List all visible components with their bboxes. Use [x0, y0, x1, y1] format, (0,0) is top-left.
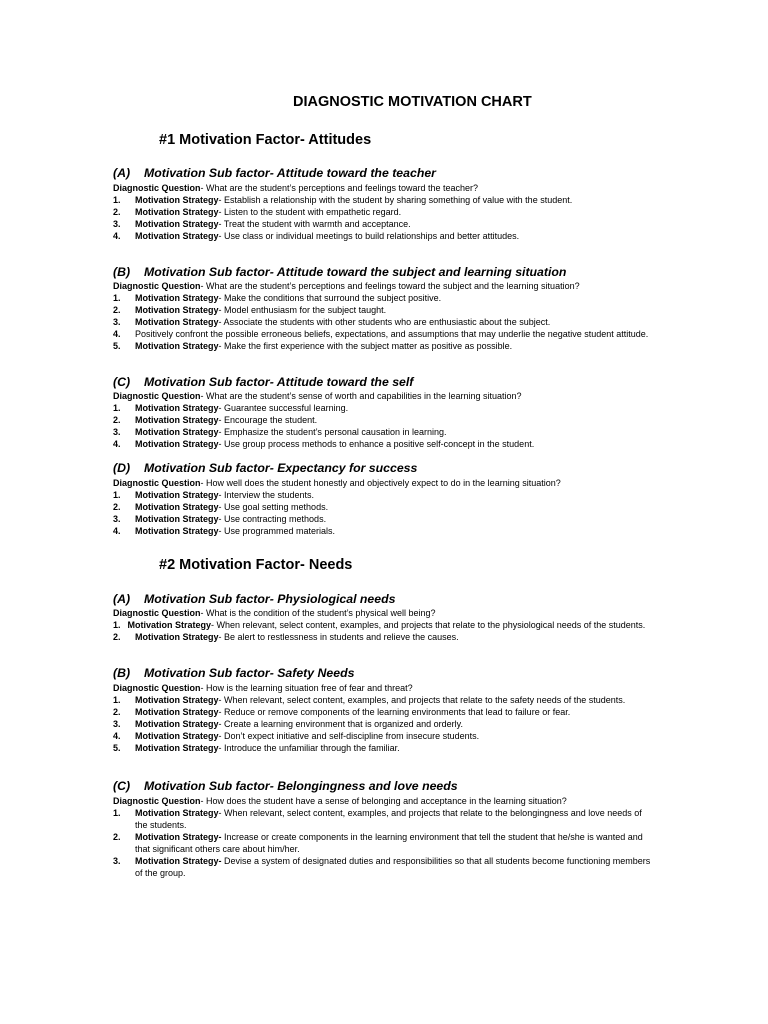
- strategy-text: - Use class or individual meetings to build relationships and better attitudes.: [218, 231, 520, 241]
- strategy-label: Motivation Strategy-: [135, 856, 222, 866]
- strategy-label: Motivation Strategy: [135, 195, 219, 205]
- strategy-label: Motivation Strategy: [135, 427, 219, 437]
- strategy-text: - Create a learning environment that is organized and orderly.: [218, 719, 463, 729]
- strategy-text: - Establish a relationship with the student by sharing something of value with the student.: [218, 195, 573, 205]
- strategy-item: [113, 438, 653, 450]
- item-number: 4.: [113, 731, 121, 741]
- question-text: - How is the learning situation free of fear and threat?: [200, 683, 413, 693]
- strategy-text: - Reduce or remove components of the learning environments that lead to failure or fear.: [218, 707, 571, 717]
- strategy-item: [113, 414, 653, 426]
- subfactor-label: (A): [113, 166, 131, 180]
- question-text: - How does the student have a sense of belonging and acceptance in the learning situation?: [200, 796, 567, 806]
- strategy-label: Motivation Strategy: [135, 490, 219, 500]
- item-number: 2.: [113, 707, 121, 717]
- subfactor-heading-expectancy: [113, 461, 417, 475]
- subfactor-label: (A): [113, 592, 131, 606]
- strategy-item: [113, 694, 653, 706]
- strategy-label: Motivation Strategy: [127, 620, 212, 630]
- strategy-item: [113, 742, 653, 754]
- strategy-item: [113, 194, 653, 206]
- item-number: 3.: [113, 317, 121, 327]
- item-number: 4.: [113, 231, 121, 241]
- subfactor-heading-self: [113, 375, 413, 389]
- strategy-label: Motivation Strategy: [135, 415, 219, 425]
- strategy-item: [113, 631, 653, 643]
- strategy-item: [113, 855, 653, 879]
- strategy-text: - Encourage the student.: [218, 415, 318, 425]
- factor-heading-needs: #2 Motivation Factor- Needs: [159, 557, 353, 573]
- subfactor-title: Motivation Sub factor- Attitude toward the teacher: [144, 166, 436, 180]
- subfactor-label: (C): [113, 779, 131, 793]
- strategy-item: [113, 501, 653, 513]
- item-number: 3.: [113, 219, 121, 229]
- subfactor-body-expectancy: [113, 477, 653, 537]
- item-number: 1.: [113, 490, 121, 500]
- subfactor-title: Motivation Sub factor- Expectancy for success: [144, 461, 418, 475]
- strategy-item: [113, 730, 653, 742]
- subfactor-heading-subject: [113, 265, 566, 279]
- strategy-item: [113, 525, 653, 537]
- strategy-label: Motivation Strategy: [135, 403, 219, 413]
- strategy-item: [113, 426, 653, 438]
- subfactor-heading-physiological: [113, 592, 395, 606]
- question-label: Diagnostic Question: [113, 683, 201, 693]
- strategy-item: [113, 831, 653, 855]
- question-label: Diagnostic Question: [113, 391, 201, 401]
- subfactor-body-self: [113, 390, 653, 450]
- strategy-text: - Use goal setting methods.: [218, 502, 329, 512]
- item-number: 1.: [113, 293, 121, 303]
- diagnostic-question: [113, 795, 653, 807]
- strategy-label: Motivation Strategy: [135, 341, 219, 351]
- item-number: 4.: [113, 526, 121, 536]
- strategy-text: - Use programmed materials.: [218, 526, 336, 536]
- subfactor-heading-belongingness: [113, 779, 458, 793]
- diagnostic-question: [113, 607, 653, 619]
- strategy-label: Motivation Strategy: [135, 731, 219, 741]
- strategy-text: - Interview the students.: [218, 490, 315, 500]
- strategy-item: [113, 402, 653, 414]
- strategy-label: Motivation Strategy: [135, 632, 219, 642]
- strategy-label: Motivation Strategy: [135, 439, 219, 449]
- item-number: 1.: [113, 695, 121, 705]
- subfactor-heading-teacher: [113, 166, 436, 180]
- strategy-text: - Introduce the unfamiliar through the familiar.: [218, 743, 400, 753]
- strategy-item: [113, 619, 653, 631]
- item-number: 2.: [113, 207, 121, 217]
- strategy-item: [113, 206, 653, 218]
- strategy-item: [113, 807, 653, 831]
- subfactor-label: (B): [113, 666, 131, 680]
- strategy-label: Motivation Strategy: [135, 808, 219, 818]
- subfactor-body-safety: [113, 682, 653, 754]
- strategy-label: Motivation Strategy: [135, 305, 219, 315]
- diagnostic-question: [113, 182, 653, 194]
- subfactor-title: Motivation Sub factor- Safety Needs: [144, 666, 355, 680]
- strategy-item: [113, 292, 653, 304]
- strategy-text: Increase or create components in the learning environment that tell the student that he/she is wanted and that significant others care about him/her.: [135, 832, 643, 854]
- subfactor-heading-safety: [113, 666, 354, 680]
- strategy-item: [113, 706, 653, 718]
- subfactor-title: Motivation Sub factor- Physiological needs: [144, 592, 396, 606]
- strategy-item: [113, 513, 653, 525]
- subfactor-body-physiological: [113, 607, 653, 643]
- question-label: Diagnostic Question: [113, 796, 201, 806]
- strategy-text: - Be alert to restlessness in students and relieve the causes.: [218, 632, 459, 642]
- diagnostic-question: [113, 477, 653, 489]
- strategy-label: Motivation Strategy: [135, 231, 219, 241]
- diagnostic-question: [113, 280, 653, 292]
- question-text: - What is the condition of the student’s physical well being?: [200, 608, 436, 618]
- strategy-label: Motivation Strategy: [135, 317, 219, 327]
- strategy-label: Motivation Strategy: [135, 219, 219, 229]
- strategy-label: Motivation Strategy: [135, 502, 219, 512]
- strategy-text: Positively confront the possible erroneous beliefs, expectations, and assumptions that may underlie the negative student attitude.: [135, 329, 649, 339]
- question-label: Diagnostic Question: [113, 281, 201, 291]
- strategy-item: [113, 218, 653, 230]
- diagnostic-question: [113, 682, 653, 694]
- subfactor-label: (D): [113, 461, 131, 475]
- subfactor-body-belongingness: [113, 795, 653, 879]
- strategy-text: - Listen to the student with empathetic regard.: [218, 207, 402, 217]
- question-text: - How well does the student honestly and objectively expect to do in the learning situation?: [200, 478, 561, 488]
- item-number: 2.: [113, 415, 121, 425]
- strategy-text: - Use group process methods to enhance a positive self-concept in the student.: [218, 439, 535, 449]
- strategy-item: [113, 489, 653, 501]
- item-number: 5.: [113, 743, 121, 753]
- item-number: 1.: [113, 620, 121, 630]
- question-text: - What are the student’s perceptions and feelings toward the subject and the learning situation?: [200, 281, 580, 291]
- strategy-text: - When relevant, select content, examples, and projects that relate to the safety needs of the students.: [218, 695, 626, 705]
- strategy-item: [113, 230, 653, 242]
- item-number: 2.: [113, 502, 121, 512]
- item-number: 4.: [113, 439, 121, 449]
- item-number: 2.: [113, 832, 121, 842]
- strategy-text: - When relevant, select content, examples, and projects that relate to the belongingness and love needs of the students.: [135, 808, 642, 830]
- strategy-item: [113, 340, 653, 352]
- subfactor-body-teacher: [113, 182, 653, 242]
- strategy-label: Motivation Strategy: [135, 695, 219, 705]
- item-number: 3.: [113, 856, 121, 866]
- subfactor-title: Motivation Sub factor- Belongingness and love needs: [144, 779, 458, 793]
- strategy-item: [113, 304, 653, 316]
- item-number: 1.: [113, 195, 121, 205]
- item-number: 3.: [113, 719, 121, 729]
- item-number: 3.: [113, 514, 121, 524]
- factor-heading-attitudes: #1 Motivation Factor- Attitudes: [159, 132, 372, 148]
- strategy-item: [113, 718, 653, 730]
- strategy-label: Motivation Strategy: [135, 707, 219, 717]
- subfactor-title: Motivation Sub factor- Attitude toward the self: [144, 375, 414, 389]
- page-title: DIAGNOSTIC MOTIVATION CHART: [293, 94, 532, 110]
- strategy-text: - Make the conditions that surround the subject positive.: [218, 293, 442, 303]
- strategy-item: [113, 316, 653, 328]
- item-number: 1.: [113, 403, 121, 413]
- question-label: Diagnostic Question: [113, 183, 201, 193]
- strategy-item: [113, 328, 653, 340]
- item-number: 2.: [113, 632, 121, 642]
- strategy-text: - Emphasize the student’s personal causation in learning.: [218, 427, 447, 437]
- item-number: 2.: [113, 305, 121, 315]
- subfactor-title: Motivation Sub factor- Attitude toward the subject and learning situation: [144, 265, 567, 279]
- diagnostic-question: [113, 390, 653, 402]
- subfactor-body-subject: [113, 280, 653, 352]
- strategy-text: - Use contracting methods.: [218, 514, 327, 524]
- item-number: 3.: [113, 427, 121, 437]
- strategy-label: Motivation Strategy: [135, 719, 219, 729]
- item-number: 4.: [113, 329, 121, 339]
- strategy-text: - Treat the student with warmth and acceptance.: [218, 219, 411, 229]
- strategy-text: - Don’t expect initiative and self-discipline from insecure students.: [218, 731, 480, 741]
- subfactor-label: (C): [113, 375, 131, 389]
- strategy-text: - Make the first experience with the subject matter as positive as possible.: [218, 341, 513, 351]
- strategy-label: Motivation Strategy: [135, 514, 219, 524]
- strategy-text: - Associate the students with other students who are enthusiastic about the subject.: [218, 317, 551, 327]
- strategy-text: - Guarantee successful learning.: [218, 403, 349, 413]
- strategy-label: Motivation Strategy: [135, 293, 219, 303]
- question-label: Diagnostic Question: [113, 478, 201, 488]
- strategy-text: - When relevant, select content, examples, and projects that relate to the physiological needs of the students.: [211, 620, 646, 630]
- question-label: Diagnostic Question: [113, 608, 201, 618]
- question-text: - What are the student’s sense of worth and capabilities in the learning situation?: [200, 391, 522, 401]
- strategy-text: - Model enthusiasm for the subject taught.: [218, 305, 387, 315]
- strategy-text: Devise a system of designated duties and responsibilities so that all students become functioning members of the group.: [135, 856, 651, 878]
- strategy-label: Motivation Strategy: [135, 207, 219, 217]
- item-number: 5.: [113, 341, 121, 351]
- strategy-label: Motivation Strategy-: [135, 832, 222, 842]
- question-text: - What are the student’s perceptions and feelings toward the teacher?: [200, 183, 479, 193]
- item-number: 1.: [113, 808, 121, 818]
- strategy-label: Motivation Strategy: [135, 526, 219, 536]
- subfactor-label: (B): [113, 265, 131, 279]
- strategy-label: Motivation Strategy: [135, 743, 219, 753]
